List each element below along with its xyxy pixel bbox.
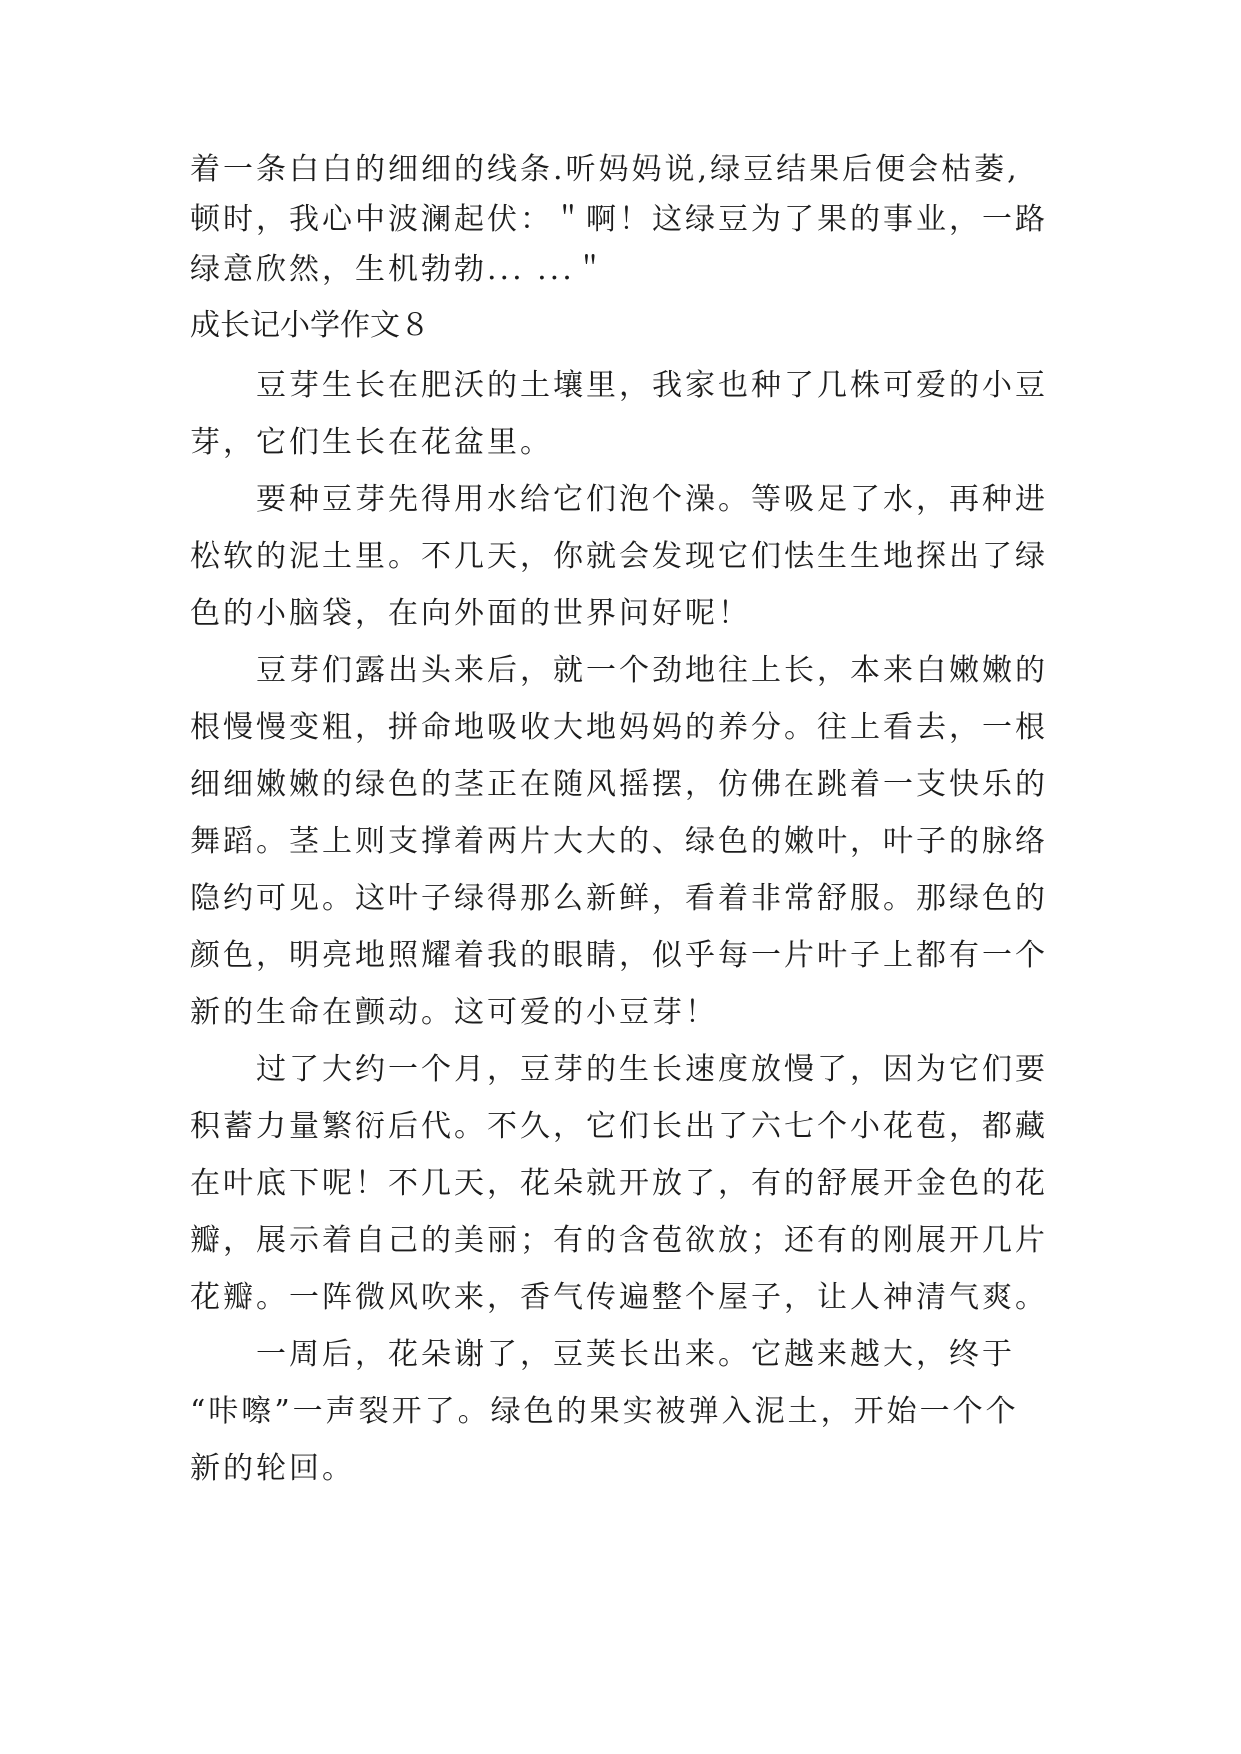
text-line: 瓣，展示着自己的美丽；有的含苞欲放；还有的刚展开几片 (190, 1223, 1048, 1258)
paragraph-start: 过了大约一个月，豆芽的生长速度放慢了，因为它们要 (256, 1052, 1048, 1087)
text-line: 松软的泥土里。不几天，你就会发现它们怯生生地探出了绿 (190, 539, 1048, 574)
paragraph-start: 一周后，花朵谢了，豆荚长出来。它越来越大，终于 (256, 1337, 1015, 1372)
text-line: 舞蹈。茎上则支撑着两片大大的、绿色的嫩叶，叶子的脉络 (190, 824, 1048, 859)
text-line: 芽，它们生长在花盆里。 (190, 425, 553, 460)
text-line: 颜色，明亮地照耀着我的眼睛，似乎每一片叶子上都有一个 (190, 938, 1048, 973)
text-line: 色的小脑袋，在向外面的世界问好呢！ (190, 596, 751, 631)
text-line: 根慢慢变粗，拼命地吸收大地妈妈的养分。往上看去，一根 (190, 710, 1048, 745)
text-line: 细细嫩嫩的绿色的茎正在随风摇摆，仿佛在跳着一支快乐的 (190, 767, 1048, 802)
text-line: “咔嚓”一声裂开了。绿色的果实被弹入泥土，开始一个个 (190, 1394, 1019, 1429)
text-line: 绿意欣然，生机勃勃... ...＂ (190, 252, 608, 287)
text-line: 在叶底下呢！不几天，花朵就开放了，有的舒展开金色的花 (190, 1166, 1048, 1201)
section-title: 成长记小学作文８ (190, 308, 430, 343)
text-line: 积蓄力量繁衍后代。不久，它们长出了六七个小花苞，都藏 (190, 1109, 1048, 1144)
paragraph-start: 要种豆芽先得用水给它们泡个澡。等吸足了水，再种进 (256, 482, 1048, 517)
text-line: 隐约可见。这叶子绿得那么新鲜，看着非常舒服。那绿色的 (190, 881, 1048, 916)
text-line: 顿时，我心中波澜起伏：＂啊！这绿豆为了果的事业，一路 (190, 202, 1048, 237)
text-line: 新的生命在颤动。这可爱的小豆芽！ (190, 995, 718, 1030)
text-line: 花瓣。一阵微风吹来，香气传遍整个屋子，让人神清气爽。 (190, 1280, 1048, 1315)
text-line: 新的轮回。 (190, 1451, 355, 1486)
text-line: 着一条白白的细细的线条.听妈妈说,绿豆结果后便会枯萎, (190, 152, 1020, 187)
paragraph-start: 豆芽们露出头来后，就一个劲地往上长，本来白嫩嫩的 (256, 653, 1048, 688)
paragraph-start: 豆芽生长在肥沃的土壤里，我家也种了几株可爱的小豆 (256, 368, 1048, 403)
